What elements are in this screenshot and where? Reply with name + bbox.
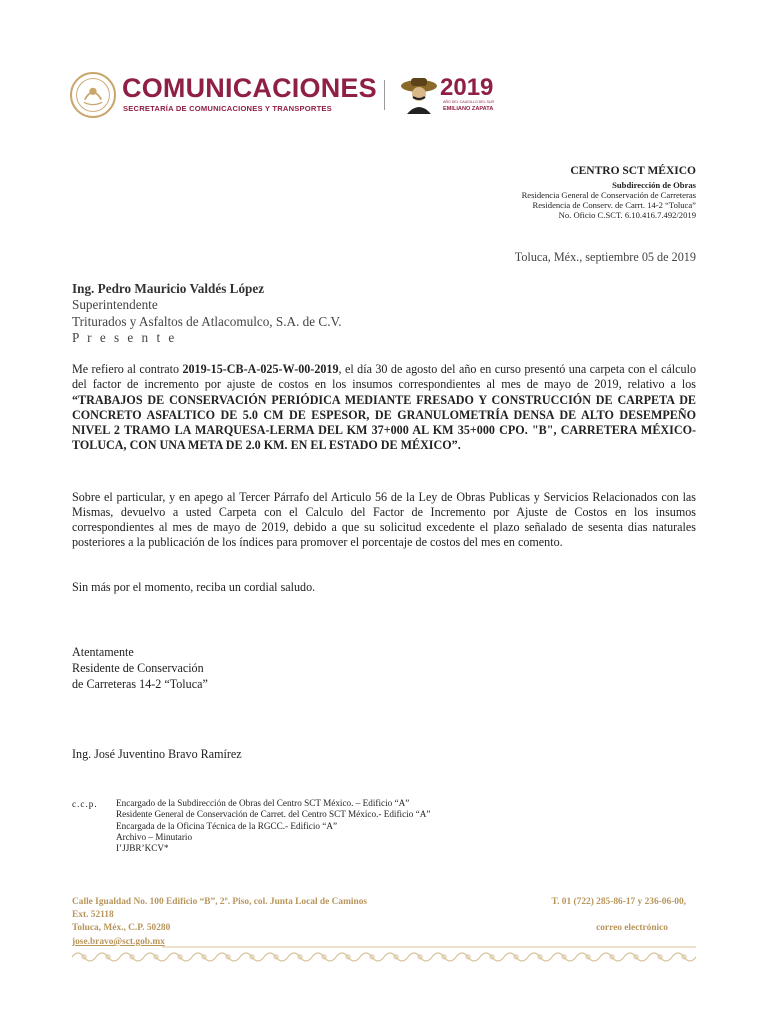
year-caption: EMILIANO ZAPATA	[443, 106, 494, 112]
addressee-greeting: P r e s e n t e	[72, 330, 177, 345]
ccp-item: Residente General de Conservación de Carret. del Centro SCT México.- Edificio “A”	[116, 809, 431, 820]
work-title: “TRABAJOS DE CONSERVACIÓN PERIÓDICA MEDIANTE FRESADO Y CONSTRUCCIÓN DE CARPETA DE CONCRETO ASFALTICO DE 5.0 CM DE ESPESOR, DE GRANULOMETRÍA DENSA DE ALTO DESEMPEÑO NIVEL 2 TRAMO LA MARQUESA-LERMA DEL KM 37+000 AL KM 35+000 CPO. "B", CARRETERA MÉXICO-TOLUCA, CON UNA META DE 2.0 KM. EN EL ESTADO DE MÉXICO”.	[72, 392, 696, 453]
footer-address-line-3: Toluca, Méx., C.P. 50280	[72, 923, 171, 933]
addressee-company: Triturados y Asfaltos de Atlacomulco, S.A. de C.V.	[72, 314, 342, 329]
contract-number: 2019-15-CB-A-025-W-00-2019	[182, 362, 339, 376]
date-line: Toluca, Méx., septiembre 05 de 2019	[514, 250, 696, 264]
footer-address-line-2: Ext. 52118	[72, 910, 114, 920]
brand-subtitle: SECRETARÍA DE COMUNICACIONES Y TRANSPORTES	[123, 104, 332, 113]
ccp-item: Encargada de la Oficina Técnica de la RGCC.- Edificio “A”	[116, 820, 338, 831]
addressee-title: Superintendente	[72, 297, 158, 312]
signer-role-line-1: Residente de Conservación	[72, 661, 204, 675]
footer-ornament-band	[72, 946, 696, 968]
year-caption-small: AÑO DEL CAUDILLO DEL SUR	[443, 100, 495, 104]
body-paragraph-3: Sin más por el momento, reciba un cordial saludo.	[72, 580, 316, 594]
addressee-name: Ing. Pedro Mauricio Valdés López	[72, 281, 265, 296]
ccp-list	[116, 798, 430, 854]
header-divider	[384, 80, 385, 110]
office-residence-general: Residencia General de Conservación de Carreteras	[521, 190, 696, 200]
ccp-item: Archivo – Minutario	[116, 831, 193, 842]
office-subdirection: Subdirección de Obras	[612, 180, 696, 190]
office-center: CENTRO SCT MÉXICO	[570, 165, 696, 177]
ccp-item: Encargado de la Subdirección de Obras del Centro SCT México. – Edificio “A”	[116, 798, 410, 808]
closing: Atentamente	[72, 645, 134, 659]
commemorative-year: 2019	[440, 74, 494, 101]
footer-email-label: correo electrónico	[596, 923, 668, 933]
office-residence: Residencia de Conserv. de Carrt. 14-2 “Toluca”	[532, 200, 696, 210]
p1-middle: , el día 30 de agosto del año en curso presentó una carpeta con el cálculo del factor de incremento por ajuste de costos en los insumos correspondientes al mes de mayo de 2019, relativo a los	[72, 362, 696, 392]
signer-name: Ing. José Juventino Bravo Ramírez	[72, 747, 242, 761]
national-seal-icon	[70, 72, 116, 118]
p1-intro: Me refiero al contrato	[72, 362, 183, 376]
office-number: No. Oficio C.SCT. 6.10.416.7.492/2019	[558, 210, 696, 220]
emiliano-zapata-portrait-icon	[400, 74, 438, 114]
body-paragraph-2: Sobre el particular, y en apego al Tercer Párrafo del Articulo 56 de la Ley de Obras Publicas y Servicios Relacionados con las Mismas, devuelvo a usted Carpeta con el Calculo del Factor de Incremento por Ajuste de Costos en los insumos correspondientes al mes de mayo de 2019, debido a que su solicitud excedente el plazo señalado de sesenta dias naturales posteriores a la publicación de los índices para promover el porcentaje de costos del mes en comento.	[72, 490, 696, 550]
ccp-label: c.c.p.	[72, 799, 98, 809]
footer-phone: T. 01 (722) 285-86-17 y 236-06-00,	[551, 897, 686, 907]
footer-email-link[interactable]: jose.bravo@sct.gob.mx	[72, 937, 165, 947]
footer-address-line-1: Calle Igualdad No. 100 Edificio “B”, 2º. Piso, col. Junta Local de Caminos	[72, 897, 368, 907]
body-paragraph-1	[72, 362, 696, 454]
brand-title: COMUNICACIONES	[122, 73, 377, 103]
signer-role-line-2: de Carreteras 14-2 “Toluca”	[72, 677, 208, 691]
ccp-item: I’JJBR’KCV*	[116, 843, 169, 854]
